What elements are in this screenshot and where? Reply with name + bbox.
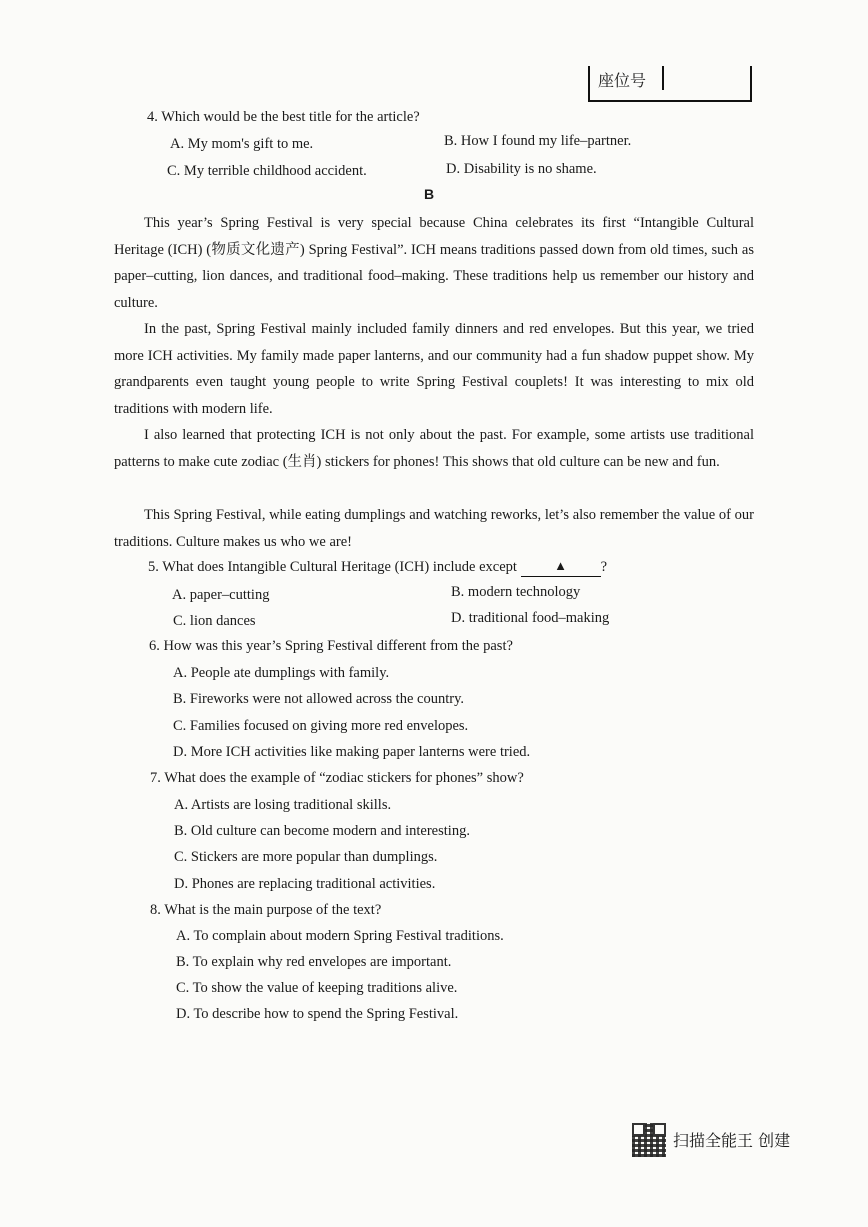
seat-number-divider xyxy=(662,66,664,90)
q4-option-b: B. How I found my life–partner. xyxy=(444,133,632,149)
q8-stem: 8. What is the main purpose of the text? xyxy=(150,902,382,918)
q4-stem: 4. Which would be the best title for the article? xyxy=(147,109,420,125)
q4-option-c: C. My terrible childhood accident. xyxy=(167,163,367,179)
q5-answer-blank xyxy=(521,559,601,577)
seat-number-box xyxy=(588,66,752,102)
q5-stem: 5. What does Intangible Cultural Heritage (ICH) include except xyxy=(148,559,517,575)
scanner-watermark-text: 扫描全能王 创建 xyxy=(673,1131,791,1150)
triangle-marker-icon: ▲ xyxy=(554,558,568,573)
q5-question-mark: ? xyxy=(600,559,608,575)
seat-number-label: 座位号 xyxy=(598,73,647,90)
q5-option-c: C. lion dances xyxy=(173,613,256,629)
q8-option-b: B. To explain why red envelopes are important. xyxy=(176,954,452,970)
passage-paragraph-1-text: This year’s Spring Festival is very special because China celebrates its first “Intangible Cultural Heritage (ICH) (物质文化遗产) Spring Festival”. ICH means traditions passed down from old times, such as paper–cutting, lion dances, and traditional food–making. These traditions help us remember our history and culture. xyxy=(114,215,754,311)
q6-stem: 6. How was this year’s Spring Festival different from the past? xyxy=(149,638,513,654)
q6-option-a: A. People ate dumplings with family. xyxy=(173,665,390,681)
q4-option-d: D. Disability is no shame. xyxy=(446,161,597,177)
q6-option-d: D. More ICH activities like making paper lanterns were tried. xyxy=(173,744,531,760)
passage-paragraph-1 xyxy=(114,210,754,316)
q5-option-a: A. paper–cutting xyxy=(172,587,270,603)
q8-option-d: D. To describe how to spend the Spring Festival. xyxy=(176,1006,459,1022)
q5-option-d: D. traditional food–making xyxy=(451,610,610,626)
passage-paragraph-2-text: In the past, Spring Festival mainly included family dinners and red envelopes. But this year, we tried more ICH activities. My family made paper lanterns, and our community had a fun shadow puppet show. My grandparents even taught young people to write Spring Festival couplets! It was interesting to mix old traditions with modern life. xyxy=(114,321,754,417)
q7-option-a: A. Artists are losing traditional skills. xyxy=(174,797,392,813)
passage-paragraph-2 xyxy=(114,316,754,422)
q7-option-c: C. Stickers are more popular than dumplings. xyxy=(174,849,438,865)
qr-code-icon xyxy=(632,1123,666,1157)
passage-paragraph-3-text: I also learned that protecting ICH is not only about the past. For example, some artists use traditional patterns to make cute zodiac (生肖) stickers for phones! This shows that old culture can be new and fun. xyxy=(114,427,754,470)
q6-option-b: B. Fireworks were not allowed across the country. xyxy=(173,691,464,707)
q8-option-c: C. To show the value of keeping traditions alive. xyxy=(176,980,458,996)
q4-option-a: A. My mom's gift to me. xyxy=(170,136,314,152)
q7-option-b: B. Old culture can become modern and interesting. xyxy=(174,823,470,839)
q5-stem-line xyxy=(148,559,607,577)
q8-option-a: A. To complain about modern Spring Festival traditions. xyxy=(176,928,504,944)
q5-option-b: B. modern technology xyxy=(451,584,581,600)
section-b-label: B xyxy=(424,186,435,202)
passage-paragraph-4 xyxy=(114,502,754,555)
passage-paragraph-4-text: This Spring Festival, while eating dumplings and watching reworks, let’s also remember the value of our traditions. Culture makes us who we are! xyxy=(114,507,754,550)
q6-option-c: C. Families focused on giving more red envelopes. xyxy=(173,718,469,734)
q7-option-d: D. Phones are replacing traditional activities. xyxy=(174,876,436,892)
passage-paragraph-3 xyxy=(114,422,754,475)
q7-stem: 7. What does the example of “zodiac stickers for phones” show? xyxy=(150,770,524,786)
